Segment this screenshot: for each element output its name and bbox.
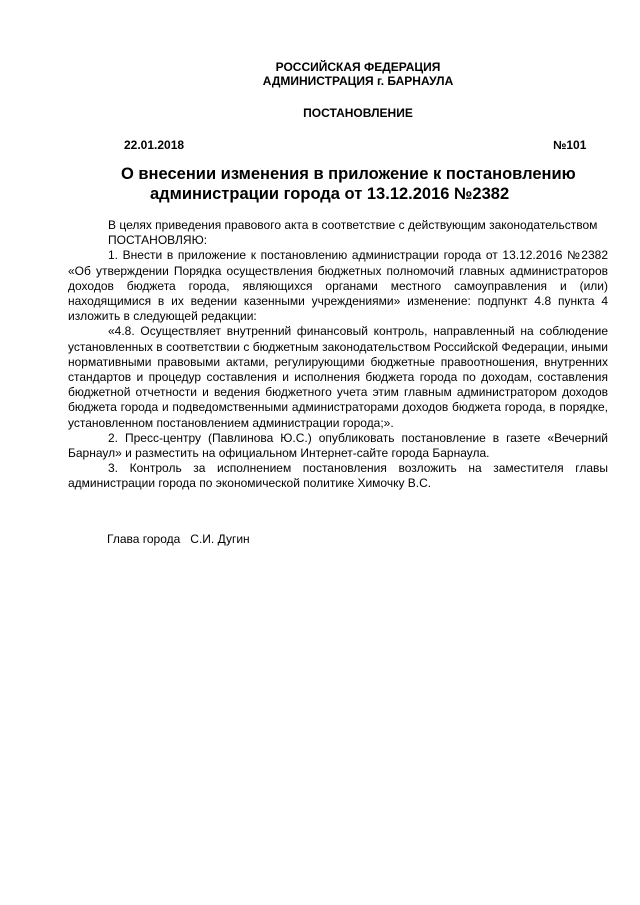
resolution-word: ПОСТАНОВЛЯЮ: xyxy=(108,233,208,248)
header-authority: АДМИНИСТРАЦИЯ г. БАРНАУЛА xyxy=(262,74,454,88)
header-country: РОССИЙСКАЯ ФЕДЕРАЦИЯ xyxy=(275,60,441,74)
intro-paragraph: В целях приведения правового акта в соответствие с действующим законодательством xyxy=(108,218,598,232)
title-line-2: администрации города от 13.12.2016 №2382 xyxy=(150,185,510,203)
document-type: ПОСТАНОВЛЕНИЕ xyxy=(303,106,413,120)
quoted-text-paragraph: «4.8. Осуществляет внутренний финансовый контроль, направленный на соблюдение установленных в соответствии с бюджетным законодательством Российской Федерации, иными нормативными правовыми актами, регулирующими бюджетные правоотношения, внутренних стандартов и процедур составления и исполнения бюджета города по доходам, составления бюджетной отчетности и ведения бюджетного учета этим главным администратором доходов бюджета города и подведомственными администраторами доходов бюджета города, в порядке, установленном постановлением администрации города;». xyxy=(68,324,608,430)
document-date: 22.01.2018 xyxy=(124,138,185,152)
item-1-paragraph: 1. Внести в приложение к постановлению администрации города от 13.12.2016 №2382 «Об утверждении Порядка осуществления бюджетных полномочий главных администраторов доходов бюджета города, являющихся органами местного самоуправления и (или) находящимися в их ведении казенными учреждениями» изменение: подпункт 4.8 пункта 4 изложить в следующей редакции: xyxy=(68,248,608,324)
signature-line: Глава города С.И. Дугин xyxy=(107,532,250,546)
item-3-paragraph: 3. Контроль за исполнением постановления возложить на заместителя главы администрации города по экономической политике Химочку В.С. xyxy=(68,461,608,491)
document-number: №101 xyxy=(553,138,587,152)
document-body xyxy=(68,218,608,492)
item-2-paragraph: 2. Пресс-центру (Павлинова Ю.С.) опубликовать постановление в газете «Вечерний Барнаул» и разместить на официальном Интернет-сайте города Барнаула. xyxy=(68,430,608,461)
title-line-1: О внесении изменения в приложение к постановлению xyxy=(121,165,576,183)
